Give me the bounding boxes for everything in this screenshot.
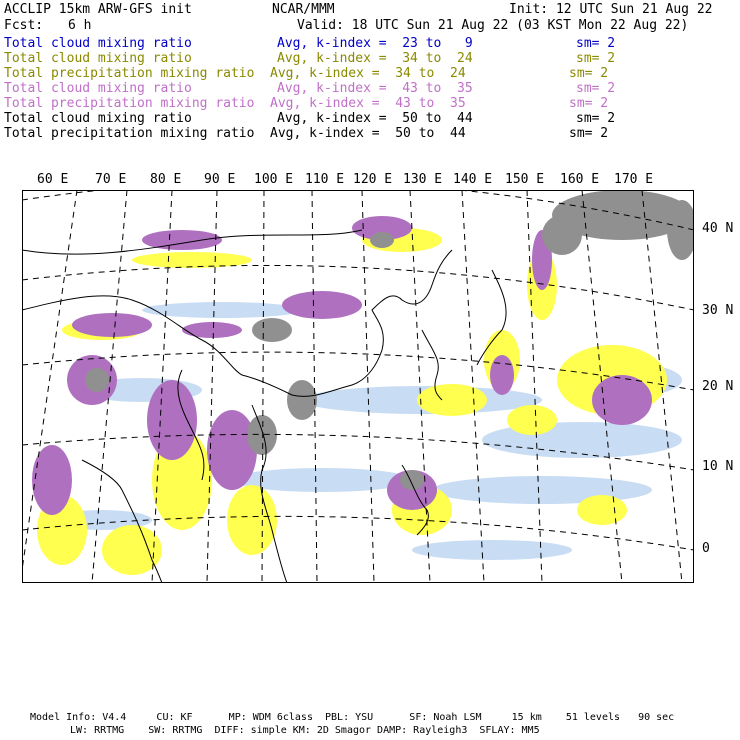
valid-time: Valid: 18 UTC Sun 21 Aug 22 (03 KST Mon 22 Aug 22) (297, 18, 689, 33)
fcst-value: 6 h (68, 18, 92, 33)
lon-label: 100 E (254, 172, 294, 187)
legend-sm: sm= 2 (569, 126, 609, 141)
legend-range: Avg, k-index = 43 to 35 (270, 96, 466, 111)
legend-field: Total cloud mixing ratio (4, 81, 192, 96)
legend-range: Avg, k-index = 23 to 9 (277, 36, 473, 51)
lon-label: 60 E (37, 172, 69, 187)
legend-sm: sm= 2 (576, 111, 616, 126)
legend-range: Avg, k-index = 34 to 24 (277, 51, 473, 66)
lat-label: 0 (702, 541, 710, 556)
legend-range: Avg, k-index = 50 to 44 (270, 126, 466, 141)
lon-label: 90 E (204, 172, 236, 187)
lat-label: 40 N (702, 221, 734, 236)
legend-field: Total cloud mixing ratio (4, 36, 192, 51)
map-panel (22, 190, 694, 583)
lat-label: 20 N (702, 379, 734, 394)
lat-label: 30 N (702, 303, 734, 318)
legend-field: Total cloud mixing ratio (4, 111, 192, 126)
fcst-label: Fcst: (4, 18, 44, 33)
lon-label: 120 E (353, 172, 393, 187)
legend-sm: sm= 2 (569, 96, 609, 111)
model-info-line1: Model Info: V4.4 CU: KF MP: WDM 6class PBL: YSU SF: Noah LSM 15 km 51 levels 90 sec (30, 712, 675, 723)
lon-label: 150 E (505, 172, 545, 187)
lon-label: 160 E (560, 172, 600, 187)
lon-label: 80 E (150, 172, 182, 187)
lon-label: 70 E (95, 172, 127, 187)
legend-field: Total precipitation mixing ratio (4, 66, 255, 81)
legend-range: Avg, k-index = 43 to 35 (277, 81, 473, 96)
lat-label: 10 N (702, 459, 734, 474)
model-info-line2: LW: RRTMG SW: RRTMG DIFF: simple KM: 2D Smagor DAMP: Rayleigh3 SFLAY: MM5 (70, 725, 540, 736)
legend-range: Avg, k-index = 50 to 44 (277, 111, 473, 126)
legend-field: Total precipitation mixing ratio (4, 96, 255, 111)
lon-label: 130 E (403, 172, 443, 187)
legend-sm: sm= 2 (569, 66, 609, 81)
legend-range: Avg, k-index = 34 to 24 (270, 66, 466, 81)
org-label: NCAR/MMM (272, 2, 335, 17)
legend-sm: sm= 2 (576, 51, 616, 66)
legend-sm: sm= 2 (576, 36, 616, 51)
legend-sm: sm= 2 (576, 81, 616, 96)
lon-label: 170 E (614, 172, 654, 187)
init-time: Init: 12 UTC Sun 21 Aug 22 (509, 2, 713, 17)
model-title: ACCLIP 15km ARW-GFS init (4, 2, 192, 17)
legend-field: Total cloud mixing ratio (4, 51, 192, 66)
lon-label: 140 E (453, 172, 493, 187)
lon-label: 110 E (305, 172, 345, 187)
legend-field: Total precipitation mixing ratio (4, 126, 255, 141)
